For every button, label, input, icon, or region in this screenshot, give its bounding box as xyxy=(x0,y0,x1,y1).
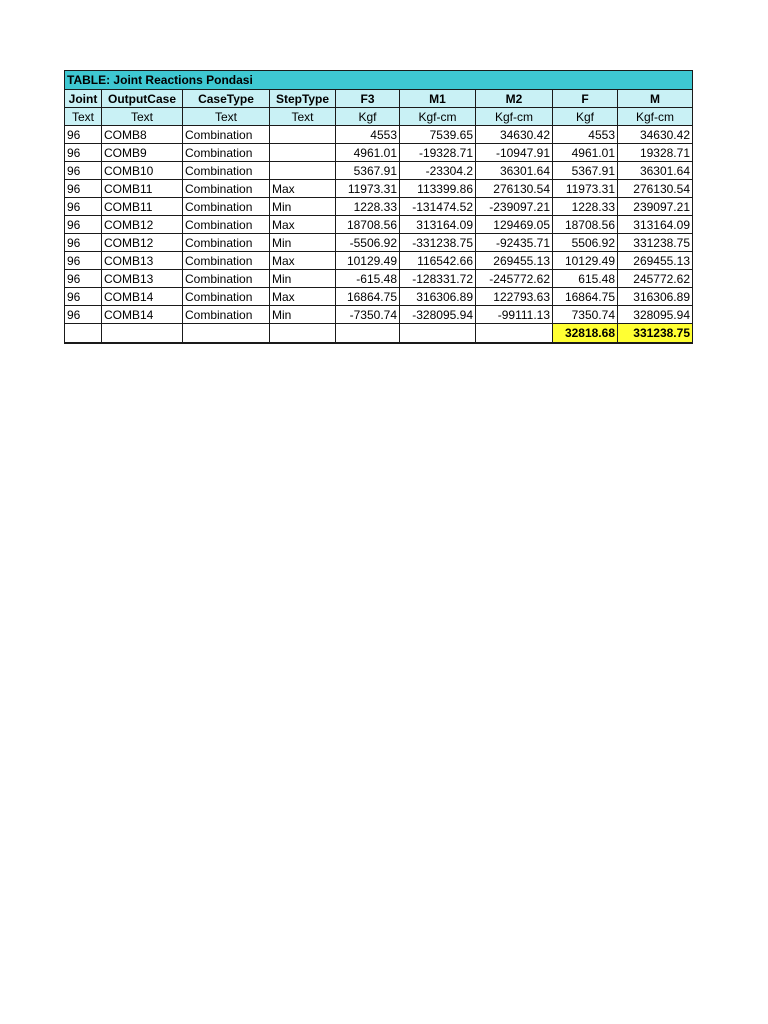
table-row xyxy=(65,234,693,252)
total-empty-cell[interactable] xyxy=(183,324,270,344)
cell-m2[interactable]: -92435.71 xyxy=(476,234,553,252)
cell-f[interactable]: 16864.75 xyxy=(553,288,618,306)
cell-casetype[interactable]: Combination xyxy=(183,216,270,234)
cell-steptype[interactable] xyxy=(270,144,336,162)
total-empty-cell[interactable] xyxy=(400,324,476,344)
total-empty-cell[interactable] xyxy=(476,324,553,344)
cell-f[interactable]: 1228.33 xyxy=(553,198,618,216)
cell-m[interactable]: 19328.71 xyxy=(618,144,693,162)
cell-casetype[interactable]: Combination xyxy=(183,126,270,144)
cell-casetype[interactable]: Combination xyxy=(183,180,270,198)
table-row xyxy=(65,126,693,144)
cell-m[interactable]: 276130.54 xyxy=(618,180,693,198)
cell-m[interactable]: 328095.94 xyxy=(618,306,693,324)
cell-steptype[interactable]: Min xyxy=(270,270,336,288)
cell-outputcase[interactable]: COMB11 xyxy=(102,198,183,216)
cell-f[interactable]: 4553 xyxy=(553,126,618,144)
cell-m[interactable]: 269455.13 xyxy=(618,252,693,270)
cell-steptype[interactable]: Max xyxy=(270,252,336,270)
table-title-row xyxy=(65,71,693,90)
cell-f[interactable]: 615.48 xyxy=(553,270,618,288)
cell-steptype[interactable]: Min xyxy=(270,198,336,216)
table-body xyxy=(65,126,693,324)
cell-m2[interactable]: -99111.13 xyxy=(476,306,553,324)
cell-m[interactable]: 316306.89 xyxy=(618,288,693,306)
totals-row xyxy=(65,324,693,344)
total-empty-cell[interactable] xyxy=(336,324,400,344)
cell-m[interactable]: 34630.42 xyxy=(618,126,693,144)
cell-f3[interactable]: -5506.92 xyxy=(336,234,400,252)
max-f-cell[interactable]: 32818.68 xyxy=(553,324,618,344)
cell-f3[interactable]: -615.48 xyxy=(336,270,400,288)
cell-m2[interactable]: 36301.64 xyxy=(476,162,553,180)
unit-m[interactable]: Kgf-cm xyxy=(618,108,693,126)
table-row xyxy=(65,270,693,288)
total-empty-cell[interactable] xyxy=(65,324,102,344)
cell-outputcase[interactable]: COMB14 xyxy=(102,288,183,306)
cell-m1[interactable]: 113399.86 xyxy=(400,180,476,198)
cell-joint[interactable]: 96 xyxy=(65,198,102,216)
cell-casetype[interactable]: Combination xyxy=(183,288,270,306)
cell-f3[interactable]: 11973.31 xyxy=(336,180,400,198)
cell-steptype[interactable] xyxy=(270,126,336,144)
cell-casetype[interactable]: Combination xyxy=(183,198,270,216)
cell-casetype[interactable]: Combination xyxy=(183,162,270,180)
cell-m1[interactable]: -23304.2 xyxy=(400,162,476,180)
header-f[interactable]: F xyxy=(553,90,618,108)
cell-casetype[interactable]: Combination xyxy=(183,270,270,288)
cell-m2[interactable]: -10947.91 xyxy=(476,144,553,162)
cell-m[interactable]: 313164.09 xyxy=(618,216,693,234)
cell-m2[interactable]: 34630.42 xyxy=(476,126,553,144)
cell-f[interactable]: 7350.74 xyxy=(553,306,618,324)
header-outputcase[interactable]: OutputCase xyxy=(102,90,183,108)
header-joint[interactable]: Joint xyxy=(65,90,102,108)
header-casetype[interactable]: CaseType xyxy=(183,90,270,108)
header-f3[interactable]: F3 xyxy=(336,90,400,108)
cell-steptype[interactable]: Min xyxy=(270,234,336,252)
cell-f[interactable]: 10129.49 xyxy=(553,252,618,270)
cell-f[interactable]: 5506.92 xyxy=(553,234,618,252)
cell-outputcase[interactable]: COMB12 xyxy=(102,216,183,234)
cell-m1[interactable]: -328095.94 xyxy=(400,306,476,324)
header-m[interactable]: M xyxy=(618,90,693,108)
table-row xyxy=(65,198,693,216)
table-row xyxy=(65,306,693,324)
cell-m2[interactable]: -245772.62 xyxy=(476,270,553,288)
table-row xyxy=(65,216,693,234)
cell-joint[interactable]: 96 xyxy=(65,234,102,252)
cell-m1[interactable]: 316306.89 xyxy=(400,288,476,306)
cell-outputcase[interactable]: COMB10 xyxy=(102,162,183,180)
cell-m2[interactable]: 122793.63 xyxy=(476,288,553,306)
unit-steptype[interactable]: Text xyxy=(270,108,336,126)
cell-f[interactable]: 4961.01 xyxy=(553,144,618,162)
joint-reactions-table xyxy=(64,70,693,344)
table-row xyxy=(65,288,693,306)
cell-m[interactable]: 239097.21 xyxy=(618,198,693,216)
header-steptype[interactable]: StepType xyxy=(270,90,336,108)
cell-m1[interactable]: -128331.72 xyxy=(400,270,476,288)
cell-outputcase[interactable]: COMB12 xyxy=(102,234,183,252)
table-title: TABLE: Joint Reactions Pondasi xyxy=(65,71,693,90)
cell-f3[interactable]: 10129.49 xyxy=(336,252,400,270)
table-row xyxy=(65,162,693,180)
unit-casetype[interactable]: Text xyxy=(183,108,270,126)
cell-outputcase[interactable]: COMB14 xyxy=(102,306,183,324)
cell-f[interactable]: 11973.31 xyxy=(553,180,618,198)
cell-m1[interactable]: 7539.65 xyxy=(400,126,476,144)
header-m1[interactable]: M1 xyxy=(400,90,476,108)
table-row xyxy=(65,144,693,162)
cell-m2[interactable]: 276130.54 xyxy=(476,180,553,198)
cell-f3[interactable]: 4553 xyxy=(336,126,400,144)
cell-m[interactable]: 36301.64 xyxy=(618,162,693,180)
cell-m1[interactable]: 116542.66 xyxy=(400,252,476,270)
unit-outputcase[interactable]: Text xyxy=(102,108,183,126)
cell-f3[interactable]: 1228.33 xyxy=(336,198,400,216)
cell-joint[interactable]: 96 xyxy=(65,216,102,234)
cell-joint[interactable]: 96 xyxy=(65,180,102,198)
cell-f3[interactable]: -7350.74 xyxy=(336,306,400,324)
cell-outputcase[interactable]: COMB13 xyxy=(102,270,183,288)
table-row xyxy=(65,252,693,270)
cell-steptype[interactable]: Max xyxy=(270,216,336,234)
cell-joint[interactable]: 96 xyxy=(65,252,102,270)
cell-m2[interactable]: 129469.05 xyxy=(476,216,553,234)
column-header-row xyxy=(65,90,693,108)
cell-f[interactable]: 5367.91 xyxy=(553,162,618,180)
cell-casetype[interactable]: Combination xyxy=(183,252,270,270)
cell-m1[interactable]: 313164.09 xyxy=(400,216,476,234)
cell-casetype[interactable]: Combination xyxy=(183,306,270,324)
cell-f3[interactable]: 16864.75 xyxy=(336,288,400,306)
cell-joint[interactable]: 96 xyxy=(65,162,102,180)
unit-row xyxy=(65,108,693,126)
unit-m2[interactable]: Kgf-cm xyxy=(476,108,553,126)
cell-f[interactable]: 18708.56 xyxy=(553,216,618,234)
cell-f3[interactable]: 18708.56 xyxy=(336,216,400,234)
cell-m[interactable]: 331238.75 xyxy=(618,234,693,252)
unit-joint[interactable]: Text xyxy=(65,108,102,126)
cell-f3[interactable]: 5367.91 xyxy=(336,162,400,180)
cell-steptype[interactable]: Max xyxy=(270,288,336,306)
cell-m1[interactable]: -131474.52 xyxy=(400,198,476,216)
cell-m[interactable]: 245772.62 xyxy=(618,270,693,288)
max-m-cell[interactable]: 331238.75 xyxy=(618,324,693,344)
total-empty-cell[interactable] xyxy=(270,324,336,344)
cell-m1[interactable]: -331238.75 xyxy=(400,234,476,252)
cell-outputcase[interactable]: COMB9 xyxy=(102,144,183,162)
unit-f3[interactable]: Kgf xyxy=(336,108,400,126)
cell-joint[interactable]: 96 xyxy=(65,270,102,288)
cell-joint[interactable]: 96 xyxy=(65,288,102,306)
cell-m2[interactable]: -239097.21 xyxy=(476,198,553,216)
cell-casetype[interactable]: Combination xyxy=(183,234,270,252)
total-empty-cell[interactable] xyxy=(102,324,183,344)
header-m2[interactable]: M2 xyxy=(476,90,553,108)
unit-m1[interactable]: Kgf-cm xyxy=(400,108,476,126)
cell-m2[interactable]: 269455.13 xyxy=(476,252,553,270)
cell-m1[interactable]: -19328.71 xyxy=(400,144,476,162)
table-row xyxy=(65,180,693,198)
cell-steptype[interactable]: Max xyxy=(270,180,336,198)
unit-f[interactable]: Kgf xyxy=(553,108,618,126)
cell-joint[interactable]: 96 xyxy=(65,144,102,162)
cell-outputcase[interactable]: COMB13 xyxy=(102,252,183,270)
cell-f3[interactable]: 4961.01 xyxy=(336,144,400,162)
cell-joint[interactable]: 96 xyxy=(65,306,102,324)
cell-casetype[interactable]: Combination xyxy=(183,144,270,162)
cell-steptype[interactable]: Min xyxy=(270,306,336,324)
cell-joint[interactable]: 96 xyxy=(65,126,102,144)
cell-outputcase[interactable]: COMB8 xyxy=(102,126,183,144)
cell-steptype[interactable] xyxy=(270,162,336,180)
cell-outputcase[interactable]: COMB11 xyxy=(102,180,183,198)
